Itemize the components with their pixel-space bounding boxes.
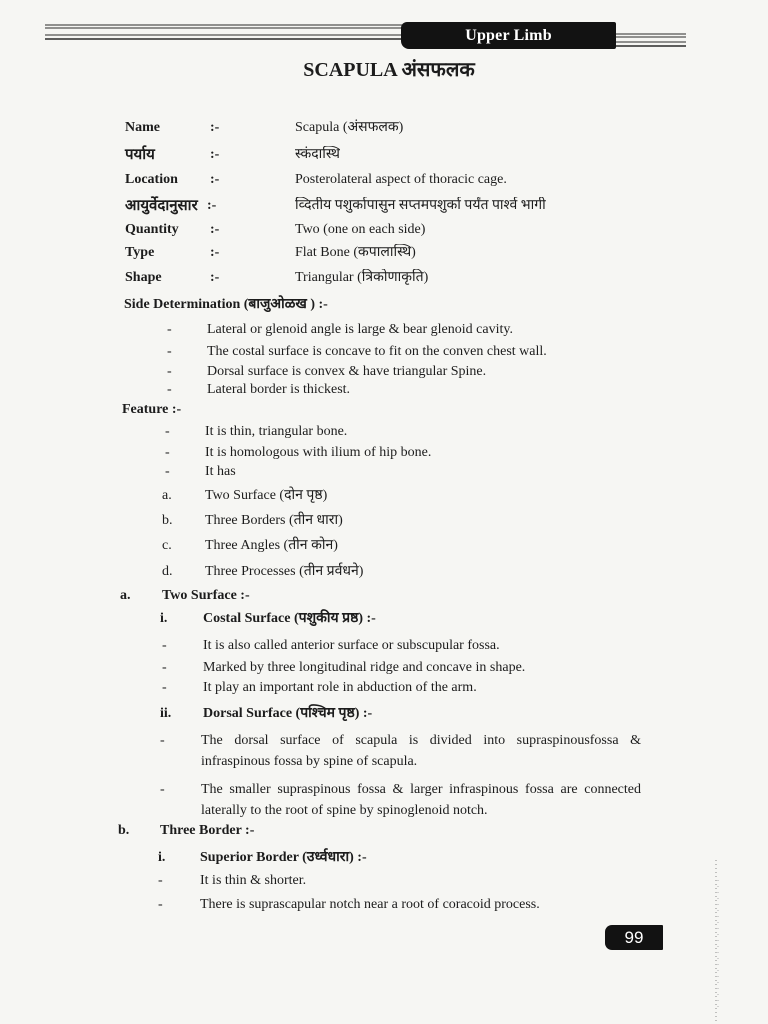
field-row-location: [0, 171, 768, 193]
item-text: It play an important role in abduction of the arm.: [203, 680, 477, 695]
item-text: It is thin & shorter.: [200, 873, 307, 888]
list-marker: -: [167, 382, 172, 397]
section-title-banner: Upper Limb: [401, 22, 616, 49]
page-title: SCAPULA अंसफलक: [303, 59, 475, 81]
item-text: The costal surface is concave to fit on the conven chest wall.: [207, 344, 547, 359]
field-label: Shape: [125, 270, 162, 285]
three-border-heading-row: [0, 822, 768, 844]
feature-heading: Feature :-: [122, 402, 182, 417]
side-determination-heading: Side Determination (बाजुओळख ) :-: [124, 297, 328, 312]
list-marker: -: [160, 782, 165, 797]
feature-item: [0, 463, 768, 485]
field-row-type: [0, 244, 768, 266]
item-text: Lateral or glenoid angle is large & bear glenoid cavity.: [207, 322, 513, 337]
list-marker: -: [158, 873, 163, 888]
superior-border-item: [0, 896, 768, 918]
feature-subitem: [0, 563, 768, 585]
two-surface-heading: Two Surface :-: [162, 588, 250, 603]
subsection-marker: ii.: [160, 706, 172, 721]
list-marker: -: [165, 424, 170, 439]
feature-heading-row: [0, 401, 768, 423]
costal-surface-item: [0, 679, 768, 701]
list-marker: d.: [162, 564, 173, 579]
list-marker: -: [165, 445, 170, 460]
item-text: It has: [205, 464, 236, 479]
item-text: It is homologous with ilium of hip bone.: [205, 445, 432, 460]
dorsal-surface-item: [0, 779, 768, 823]
field-row-synonym: [0, 146, 768, 168]
item-text: The smaller supraspinous fossa & larger infraspinous fossa are connected laterally to the root of spine by spinoglenoid notch.: [201, 782, 641, 818]
list-marker: -: [162, 660, 167, 675]
field-separator: :-: [210, 270, 220, 285]
side-determination-item: [0, 321, 768, 343]
item-text: It is also called anterior surface or subscupular fossa.: [203, 638, 500, 653]
field-label: Location: [125, 172, 178, 187]
list-marker: a.: [162, 488, 172, 503]
field-value: Triangular (त्रिकोणाकृति): [295, 270, 429, 285]
list-marker: b.: [162, 513, 173, 528]
item-text: Marked by three longitudinal ridge and concave in shape.: [203, 660, 526, 675]
feature-subitem: [0, 512, 768, 534]
feature-item: [0, 423, 768, 445]
item-text: There is suprascapular notch near a root of coracoid process.: [200, 897, 540, 912]
item-text: Lateral border is thickest.: [207, 382, 351, 397]
field-label: पर्याय: [125, 147, 155, 163]
costal-surface-heading-row: [0, 610, 768, 632]
section-marker: b.: [118, 823, 130, 838]
list-marker: -: [158, 897, 163, 912]
item-text: Two Surface (दोन पृष्ठ): [205, 488, 328, 503]
side-determination-item: [0, 343, 768, 365]
feature-subitem: [0, 537, 768, 559]
field-separator: :-: [210, 120, 220, 135]
list-marker: -: [162, 638, 167, 653]
header-rule-lines: [0, 0, 768, 60]
page-number: 99: [605, 925, 663, 950]
item-text: Three Processes (तीन प्रर्वधने): [205, 564, 364, 579]
item-text: It is thin, triangular bone.: [205, 424, 348, 439]
field-separator: :-: [207, 198, 217, 213]
feature-subitem: [0, 487, 768, 509]
field-value: स्कंदास्थि: [295, 147, 340, 162]
field-separator: :-: [210, 222, 220, 237]
field-value: व्दितीय पशुर्कापासुन सप्तमपशुर्का पर्यंत पार्श्व भागी: [295, 198, 546, 213]
field-value: Posterolateral aspect of thoracic cage.: [295, 172, 507, 187]
dorsal-surface-heading: Dorsal Surface (पश्चिम पृष्ठ) :-: [203, 706, 373, 721]
side-determination-heading-row: [0, 296, 768, 318]
superior-border-heading: Superior Border (उर्ध्वधारा) :-: [200, 850, 367, 865]
field-separator: :-: [210, 147, 220, 162]
field-row-ayurveda: [0, 197, 768, 219]
field-label: Quantity: [125, 222, 179, 237]
dorsal-surface-item: [0, 730, 768, 774]
field-label: Name: [125, 120, 160, 135]
item-text: Dorsal surface is convex & have triangular Spine.: [207, 364, 487, 379]
list-marker: c.: [162, 538, 172, 553]
list-marker: -: [167, 364, 172, 379]
field-row-quantity: [0, 221, 768, 243]
field-separator: :-: [210, 245, 220, 260]
costal-surface-heading: Costal Surface (पशुकीय प्रष्ठ) :-: [203, 611, 376, 626]
side-determination-item: [0, 381, 768, 403]
subsection-marker: i.: [160, 611, 168, 626]
list-marker: -: [162, 680, 167, 695]
list-marker: -: [160, 733, 165, 748]
costal-surface-item: [0, 659, 768, 681]
field-value: Two (one on each side): [295, 222, 426, 237]
costal-surface-item: [0, 637, 768, 659]
item-text: Three Borders (तीन धारा): [205, 513, 343, 528]
two-surface-heading-row: [0, 587, 768, 609]
list-marker: -: [167, 322, 172, 337]
field-label: Type: [125, 245, 155, 260]
field-separator: :-: [210, 172, 220, 187]
field-row-shape: [0, 269, 768, 291]
list-marker: -: [165, 464, 170, 479]
scan-edge-artifact: [712, 860, 722, 1024]
field-label: आयुर्वेदानुसार: [125, 198, 198, 214]
field-value: Flat Bone (कपालास्थि): [295, 245, 416, 260]
three-border-heading: Three Border :-: [160, 823, 255, 838]
superior-border-heading-row: [0, 849, 768, 871]
field-value: Scapula (अंसफलक): [295, 120, 404, 135]
superior-border-item: [0, 872, 768, 894]
item-text: The dorsal surface of scapula is divided into supraspinousfossa & infraspinous fossa by spine of scapula.: [201, 733, 641, 769]
field-row-name: [0, 119, 768, 141]
list-marker: -: [167, 344, 172, 359]
section-marker: a.: [120, 588, 131, 603]
dorsal-surface-heading-row: [0, 705, 768, 727]
item-text: Three Angles (तीन कोन): [205, 538, 338, 553]
subsection-marker: i.: [158, 850, 166, 865]
